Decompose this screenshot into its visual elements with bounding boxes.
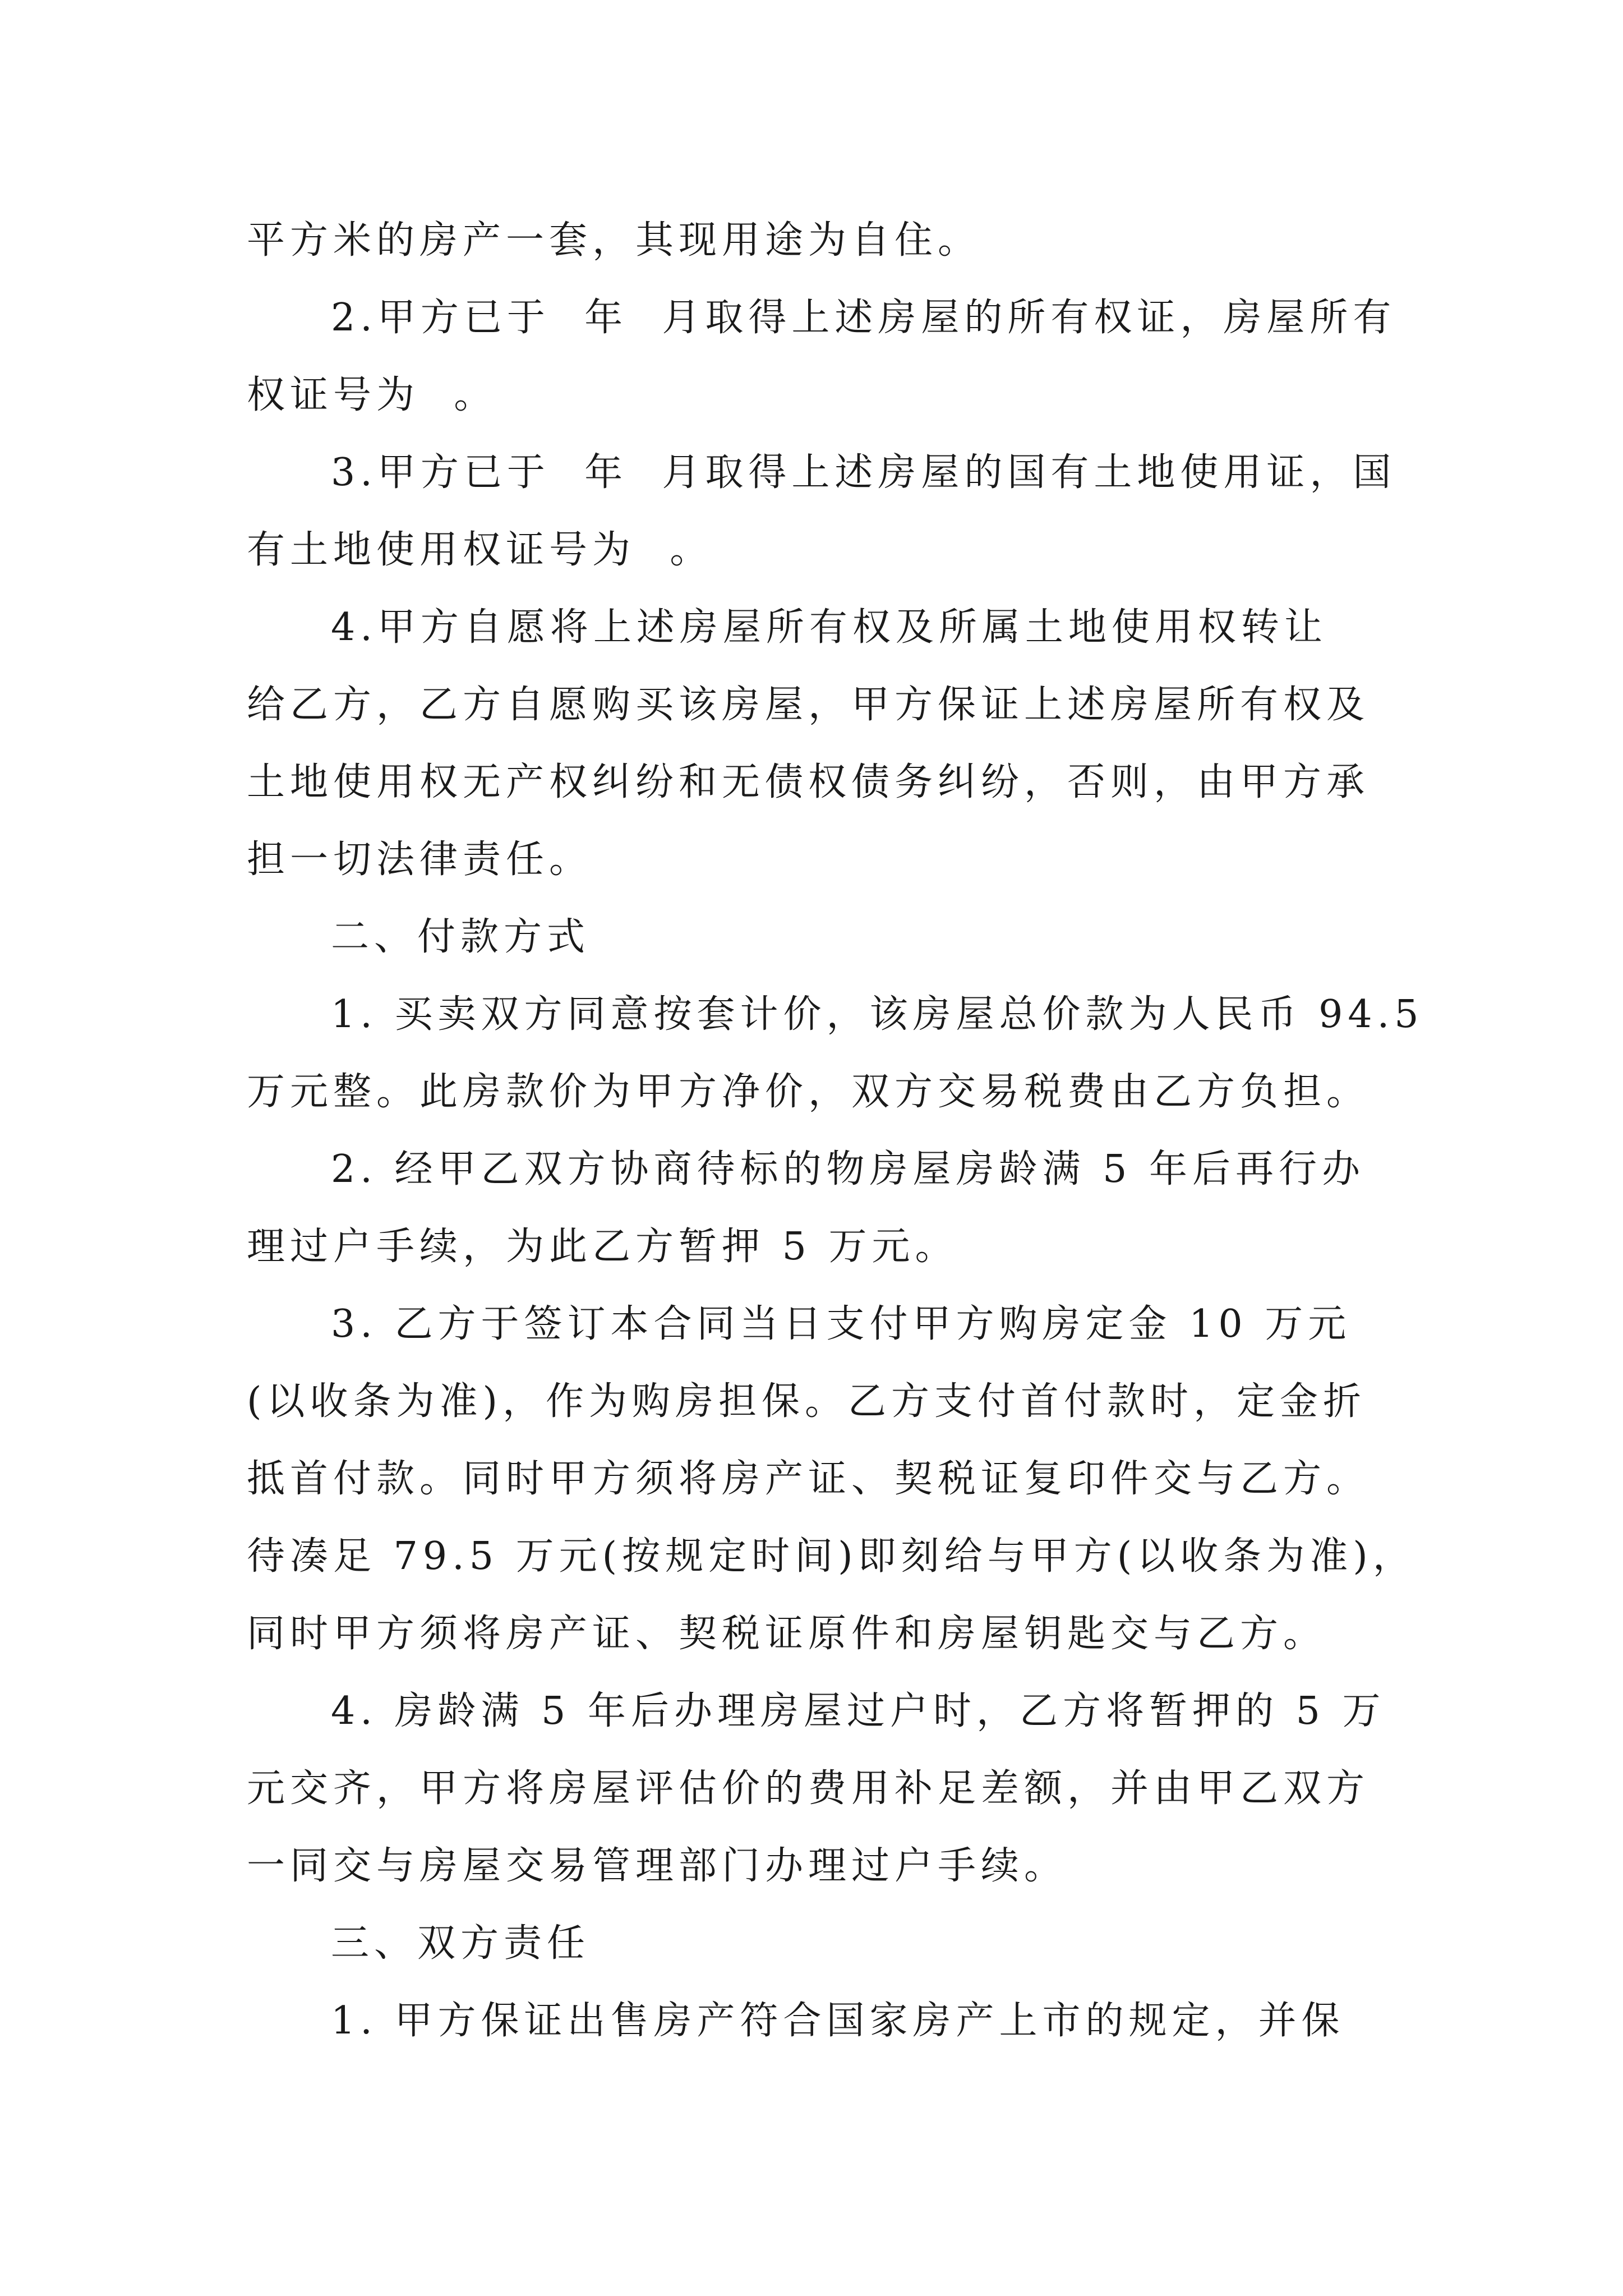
text-line: 抵首付款。同时甲方须将房产证、契税证复印件交与乙方。 [247, 1457, 1370, 1501]
text-line: 1. 买卖双方同意按套计价，该房屋总价款为人民币 94.5 [331, 992, 1424, 1037]
text-line: 4.甲方自愿将上述房屋所有权及所属土地使用权转让 [331, 605, 1327, 650]
text-line: 1. 甲方保证出售房产符合国家房产上市的规定，并保 [331, 1999, 1345, 2043]
text-line: 土地使用权无产权纠纷和无债权债务纠纷，否则，由甲方承 [247, 760, 1370, 804]
body-text [247, 202, 1424, 2060]
text-line: 万元整。此房款价为甲方净价，双方交易税费由乙方负担。 [247, 1070, 1370, 1114]
text-line: 4. 房龄满 5 年后办理房屋过户时，乙方将暂押的 5 万 [331, 1689, 1386, 1733]
text-line: 二、付款方式 [331, 915, 591, 959]
text-line: 有土地使用权证号为 。 [247, 528, 713, 572]
text-line: 同时甲方须将房产证、契税证原件和房屋钥匙交与乙方。 [247, 1612, 1327, 1656]
text-line: (以收条为准)，作为购房担保。乙方支付首付款时，定金折 [247, 1379, 1367, 1424]
text-line: 2.甲方已于 年 月取得上述房屋的所有权证，房屋所有 [331, 296, 1396, 340]
text-line: 担一切法律责任。 [247, 838, 593, 882]
text-line: 待凑足 79.5 万元(按规定时间)即刻给与甲方(以收条为准)， [247, 1534, 1416, 1579]
text-line: 3. 乙方于签订本合同当日支付甲方购房定金 10 万元 [331, 1302, 1352, 1346]
text-line: 3.甲方已于 年 月取得上述房屋的国有土地使用证，国 [331, 450, 1396, 495]
text-line: 2. 经甲乙双方协商待标的物房屋房龄满 5 年后再行办 [331, 1147, 1365, 1191]
text-line: 理过户手续，为此乙方暂押 5 万元。 [247, 1225, 958, 1269]
text-line: 权证号为 。 [247, 373, 497, 417]
text-line: 元交齐，甲方将房屋评估价的费用补足差额，并由甲乙双方 [247, 1766, 1370, 1811]
text-line: 三、双方责任 [331, 1921, 591, 1966]
text-line: 平方米的房产一套，其现用途为自住。 [247, 218, 981, 263]
text-line: 给乙方，乙方自愿购买该房屋，甲方保证上述房屋所有权及 [247, 683, 1370, 727]
text-line: 一同交与房屋交易管理部门办理过户手续。 [247, 1844, 1068, 1888]
